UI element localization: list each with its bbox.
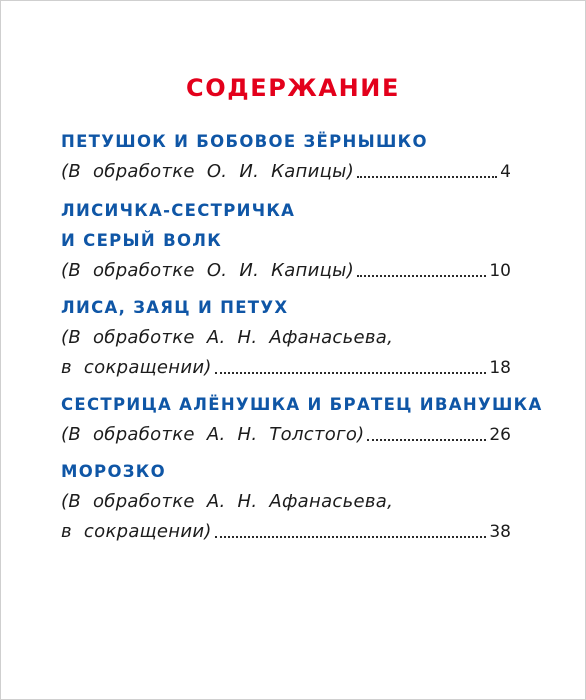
toc-page-number: 38 [489,522,511,542]
toc-page-number: 10 [489,261,511,281]
toc-entry[interactable] [61,196,511,286]
toc-entry-title: И СЕРЫЙ ВОЛК [61,231,223,250]
toc-entry-note-line [61,353,511,383]
toc-entry-note-line [61,420,511,450]
toc-entry-note: в сокращении) [61,521,212,542]
toc-entry-note: (В обработке А. Н. Афанасьева, [61,491,394,512]
toc-entry-title: ПЕТУШОК И БОБОВОЕ ЗЁРНЫШКО [61,132,428,151]
dot-leader [367,438,486,441]
toc-entry-note-line [61,517,511,547]
dot-leader [357,175,497,178]
toc-page-number: 18 [489,358,511,378]
toc-entry[interactable] [61,390,543,450]
toc-entry-title: ЛИСИЧКА-СЕСТРИЧКА [61,201,296,220]
toc-page-number: 4 [500,162,511,182]
toc-entry-title: ЛИСА, ЗАЯЦ И ПЕТУХ [61,298,289,317]
dot-leader [215,371,487,374]
toc-entry[interactable] [61,293,511,383]
toc-entry-title: СЕСТРИЦА АЛЁНУШКА И БРАТЕЦ ИВАНУШКА [61,395,543,414]
toc-entry[interactable] [61,457,511,547]
page-title: СОДЕРЖАНИЕ [186,74,400,102]
dot-leader [215,535,487,538]
dot-leader [357,274,486,277]
toc-entry-note: (В обработке О. И. Капицы) [61,161,355,182]
toc-entry-note-line [61,157,511,187]
toc-page-number: 26 [489,425,511,445]
toc-entry-note: в сокращении) [61,357,212,378]
toc-entry-title: МОРОЗКО [61,462,166,481]
toc-entry[interactable] [61,127,511,187]
toc-entry-note: (В обработке А. Н. Афанасьева, [61,327,394,348]
toc-entry-note: (В обработке А. Н. Толстого) [61,424,365,445]
toc-entry-note-line [61,256,511,286]
toc-entry-note: (В обработке О. И. Капицы) [61,260,355,281]
